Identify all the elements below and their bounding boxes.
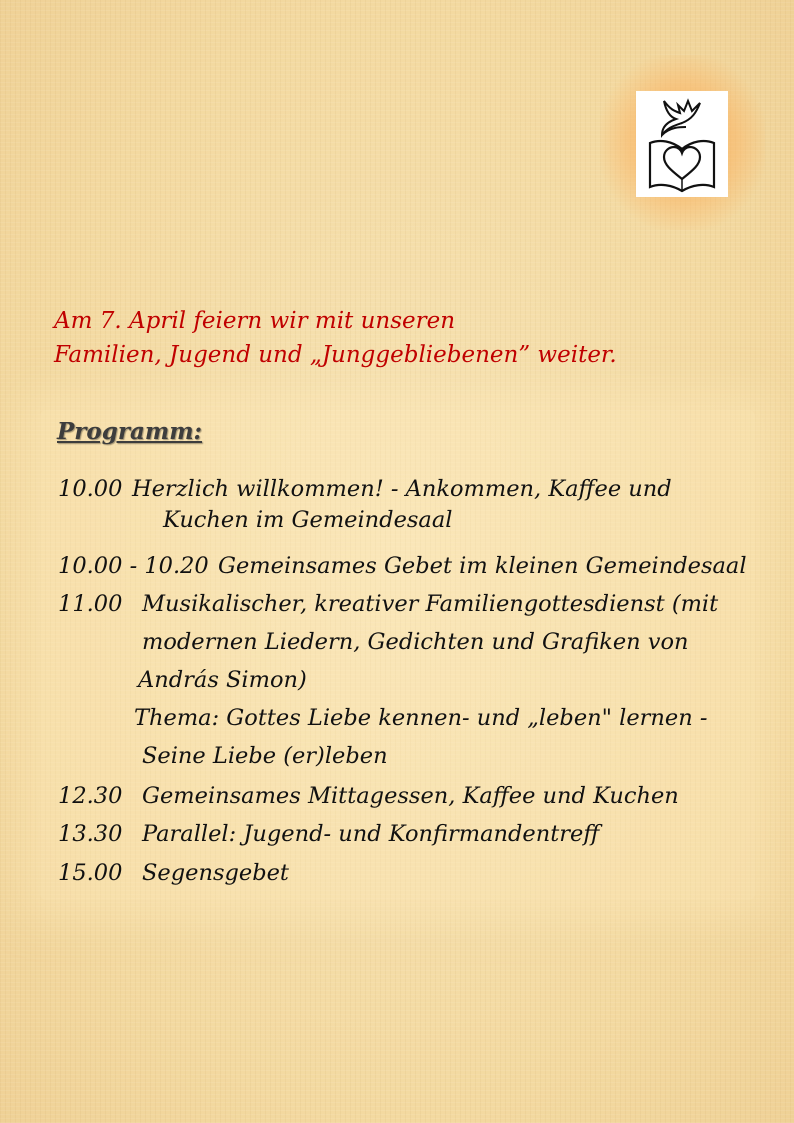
program-item-6-text: Segensgebet	[142, 860, 289, 886]
program-item-2-text: Gemeinsames Gebet im kleinen Gemeindesaal	[218, 553, 747, 579]
program-item-3-continuation-1: modernen Liedern, Gedichten und Grafiken von	[142, 629, 689, 655]
intro-line-1: Am 7. April feiern wir mit unseren	[54, 308, 456, 334]
program-item-3-text: Musikalischer, kreativer Familiengottesdienst (mit	[142, 591, 719, 617]
dove-heart-book-icon	[636, 91, 728, 197]
program-item-3-time: 11.00	[58, 591, 123, 617]
program-item-5-text: Parallel: Jugend- und Konfirmandentreff	[142, 821, 600, 847]
program-item-5-time: 13.30	[58, 821, 123, 847]
program-item-4-text: Gemeinsames Mittagessen, Kaffee und Kuchen	[142, 783, 679, 809]
program-item-3-theme-1: Thema: Gottes Liebe kennen- und „leben" lernen -	[134, 705, 708, 731]
program-item-6	[58, 860, 289, 886]
program-item-1	[58, 476, 672, 502]
program-item-1-continuation: Kuchen im Gemeindesaal	[163, 507, 453, 533]
church-logo	[636, 91, 728, 197]
program-heading: Programm:	[57, 418, 203, 445]
program-item-4	[58, 783, 679, 809]
program-item-2	[58, 553, 747, 579]
program-item-3-continuation-2: András Simon)	[138, 667, 307, 693]
program-item-5	[58, 821, 599, 847]
program-item-1-time: 10.00	[58, 476, 123, 502]
program-item-2-time: 10.00 - 10.20	[58, 553, 209, 579]
program-item-6-time: 15.00	[58, 860, 123, 886]
intro-line-2: Familien, Jugend und „Junggebliebenen” weiter.	[54, 342, 617, 368]
program-item-3	[58, 591, 718, 617]
program-item-4-time: 12.30	[58, 783, 123, 809]
intro-text	[54, 304, 617, 372]
program-item-3-theme-2: Seine Liebe (er)leben	[142, 743, 388, 769]
program-item-1-text: Herzlich willkommen! - Ankommen, Kaffee und	[132, 476, 672, 502]
